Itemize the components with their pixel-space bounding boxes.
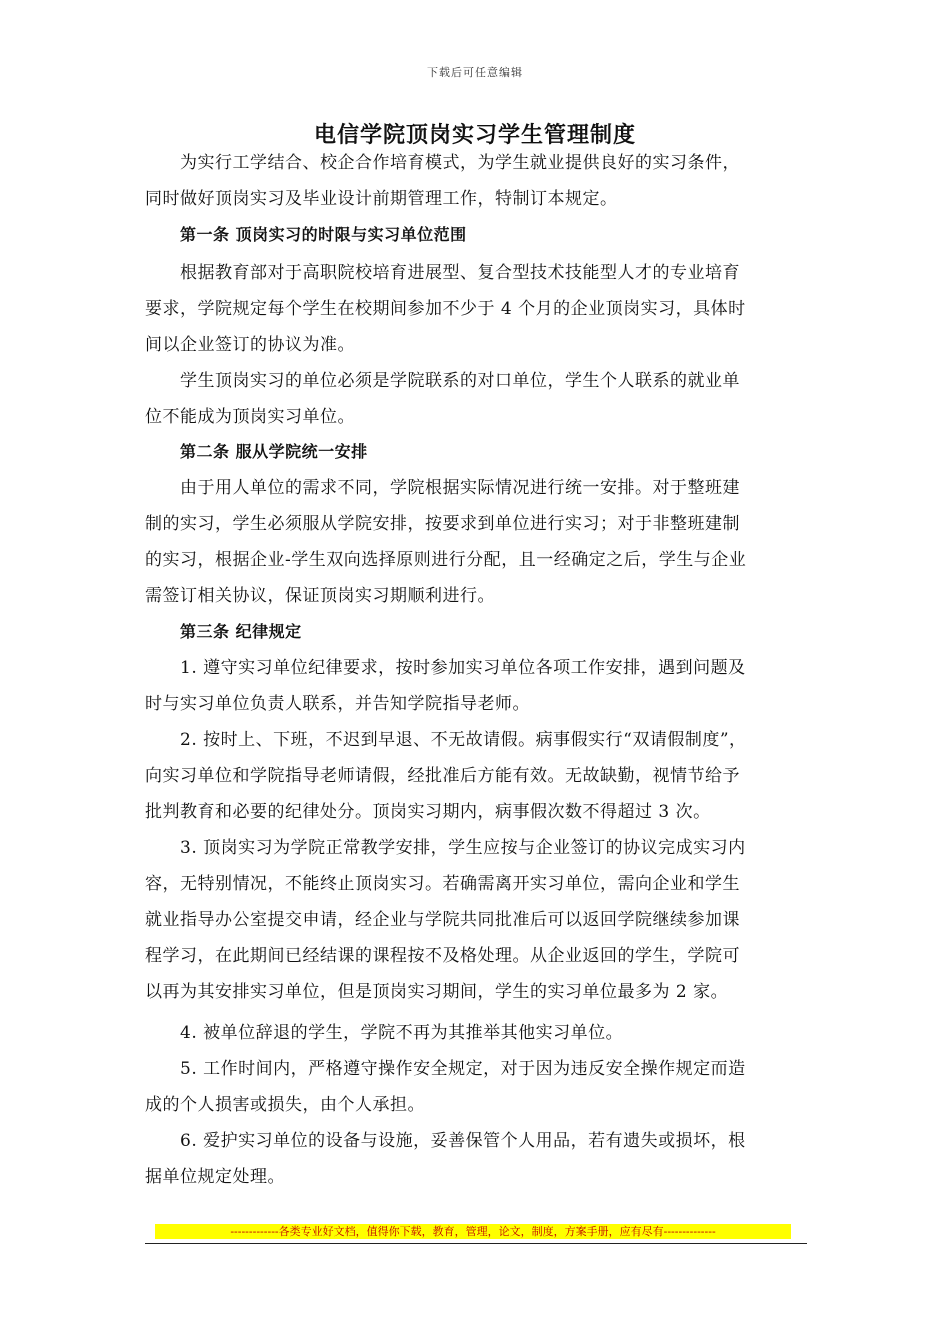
intro-line-1: 为实行工学结合、校企合作培育模式，为学生就业提供良好的实习条件， — [180, 153, 740, 173]
header-note: 下载后可任意编辑 — [427, 66, 523, 79]
paragraph-line: 学生顶岗实习的单位必须是学院联系的对口单位，学生个人联系的就业单 — [180, 371, 740, 391]
paragraph-line: 由于用人单位的需求不同，学院根据实际情况进行统一安排。对于整班建 — [180, 478, 740, 498]
rule-5-line: 成的个人损害或损失，由个人承担。 — [145, 1095, 425, 1115]
footer-divider — [145, 1243, 807, 1244]
footer-banner: -------------各类专业好文档，值得你下载，教育，管理，论文，制度，方案手册，应有尽有-------------- — [155, 1224, 791, 1239]
rule-3-line: 容，无特别情况，不能终止顶岗实习。若确需离开实习单位，需向企业和学生 — [145, 874, 740, 894]
rule-3-line: 程学习，在此期间已经结课的课程按不及格处理。从企业返回的学生，学院可 — [145, 946, 740, 966]
paragraph-line: 间以企业签订的协议为准。 — [145, 335, 355, 355]
rule-6-line: 6. 爱护实习单位的设备与设施，妥善保管个人用品，若有遗失或损坏，根 — [180, 1131, 746, 1151]
rule-5-line: 5. 工作时间内，严格遵守操作安全规定，对于因为违反安全操作规定而造 — [180, 1059, 746, 1079]
rule-2-line: 批判教育和必要的纪律处分。顶岗实习期内，病事假次数不得超过 3 次。 — [145, 802, 711, 822]
article-3-heading: 第三条 纪律规定 — [180, 622, 302, 641]
paragraph-line: 位不能成为顶岗实习单位。 — [145, 407, 355, 427]
rule-1-line: 时与实习单位负责人联系，并告知学院指导老师。 — [145, 694, 530, 714]
paragraph-line: 的实习，根据企业-学生双向选择原则进行分配，且一经确定之后，学生与企业 — [145, 550, 747, 570]
paragraph-line: 需签订相关协议，保证顶岗实习期顺利进行。 — [145, 586, 495, 606]
rule-3-line: 就业指导办公室提交申请，经企业与学院共同批准后可以返回学院继续参加课 — [145, 910, 740, 930]
rule-4-line: 4. 被单位辞退的学生，学院不再为其推举其他实习单位。 — [180, 1023, 624, 1043]
article-2-heading: 第二条 服从学院统一安排 — [180, 442, 368, 461]
paragraph-line: 制的实习，学生必须服从学院安排，按要求到单位进行实习；对于非整班建制 — [145, 514, 740, 534]
footer — [145, 1224, 807, 1244]
rule-1-line: 1. 遵守实习单位纪律要求，按时参加实习单位各项工作安排，遇到问题及 — [180, 658, 746, 678]
rule-6-line: 据单位规定处理。 — [145, 1167, 285, 1187]
intro-line-2: 同时做好顶岗实习及毕业设计前期管理工作，特制订本规定。 — [145, 189, 618, 209]
rule-2-line: 向实习单位和学院指导老师请假，经批准后方能有效。无故缺勤，视情节给予 — [145, 766, 740, 786]
paragraph-line: 要求，学院规定每个学生在校期间参加不少于 4 个月的企业顶岗实习，具体时 — [145, 299, 746, 319]
rule-3-line: 3. 顶岗实习为学院正常教学安排，学生应按与企业签订的协议完成实习内 — [180, 838, 746, 858]
article-1-heading: 第一条 顶岗实习的时限与实习单位范围 — [180, 225, 467, 244]
document-title: 电信学院顶岗实习学生管理制度 — [313, 123, 636, 148]
paragraph-line: 根据教育部对于高职院校培育进展型、复合型技术技能型人才的专业培育 — [180, 263, 740, 283]
rule-2-line: 2. 按时上、下班，不迟到早退、不无故请假。病事假实行“双请假制度”， — [180, 730, 747, 750]
rule-3-line: 以再为其安排实习单位，但是顶岗实习期间，学生的实习单位最多为 2 家。 — [145, 982, 729, 1002]
